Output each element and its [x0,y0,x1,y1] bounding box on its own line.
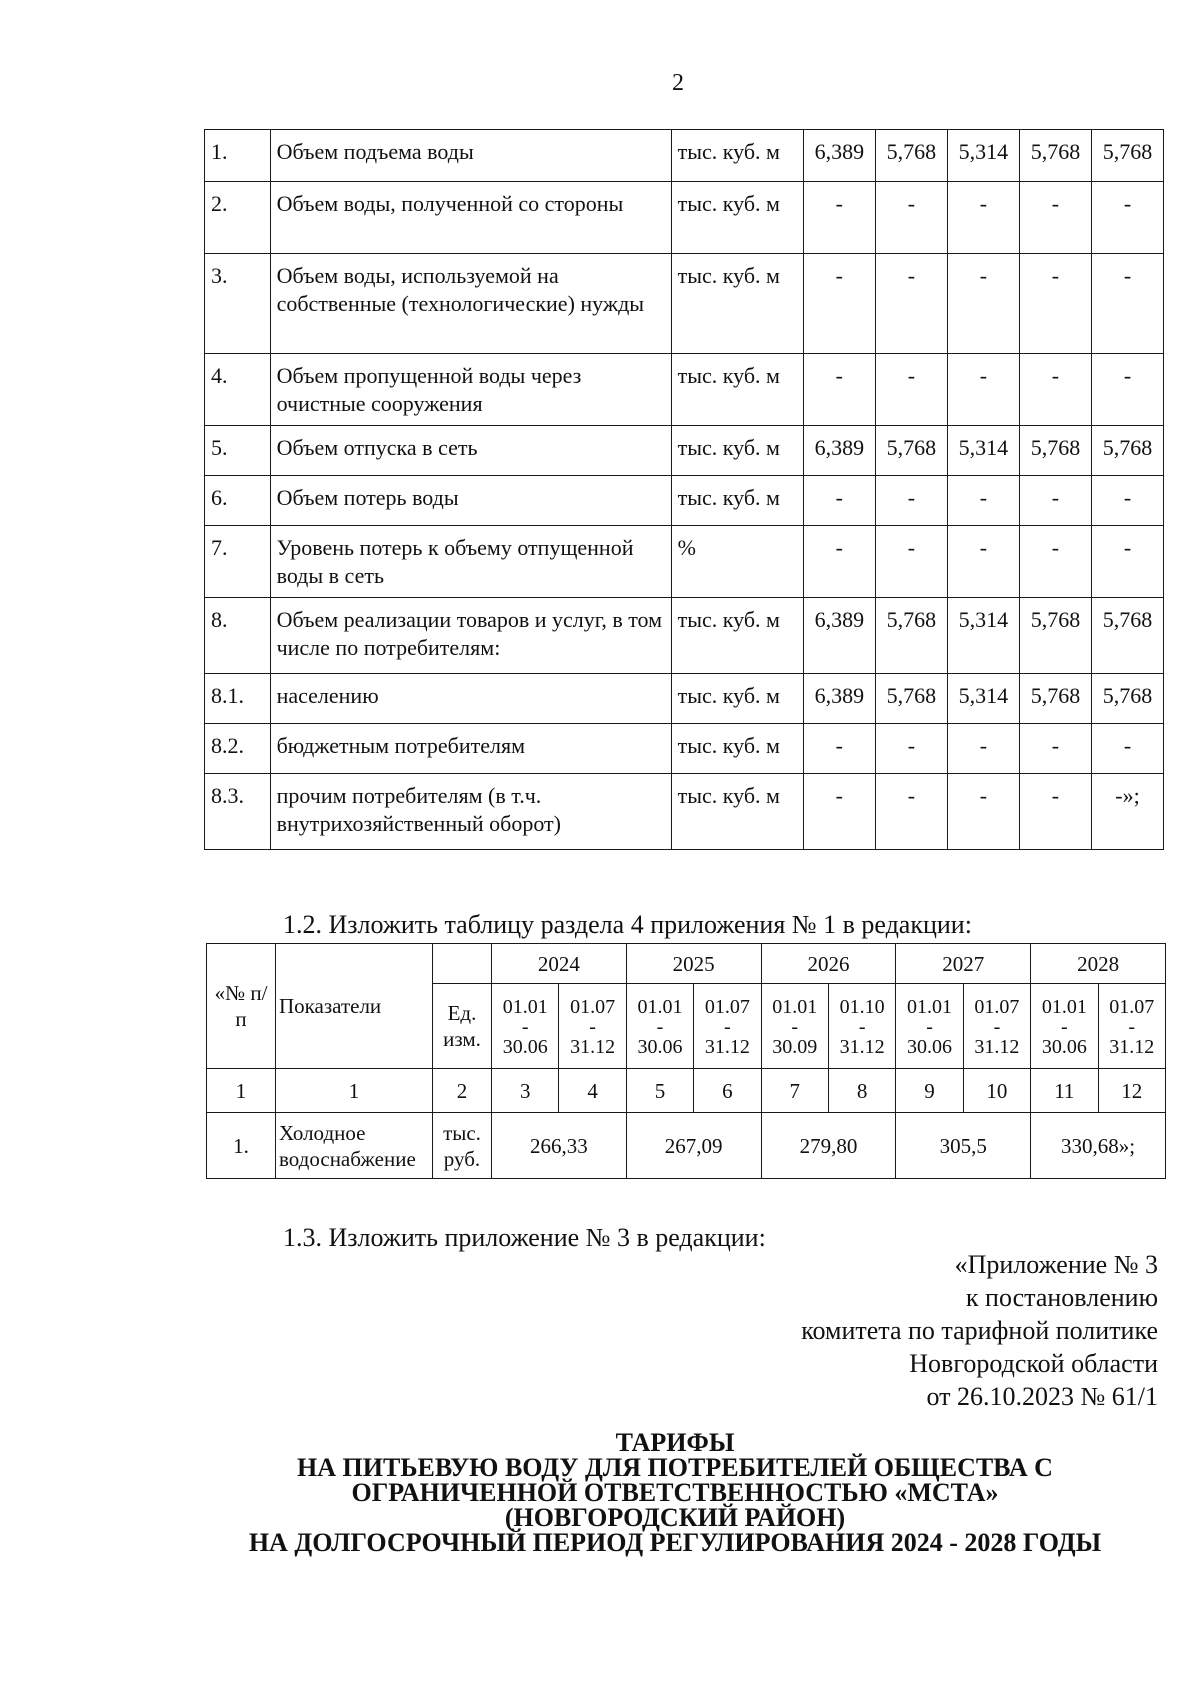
row-value: - [875,476,947,526]
row-value: - [803,724,875,774]
title-line: (НОВГОРОДСКИЙ РАЙОН) [504,1503,846,1532]
row-number: 3. [205,254,271,354]
row-value: 5,768 [1091,130,1163,182]
row-value: - [1019,774,1091,850]
column-index: 4 [559,1069,626,1113]
row-value: - [875,182,947,254]
row-number: 5. [205,426,271,476]
year-2027: 2027 [896,944,1031,984]
column-index: 1 [207,1069,276,1113]
header-num: «№ п/п [207,944,276,1069]
row-value: - [1019,724,1091,774]
row-value: - [1091,354,1163,426]
period-from: 01.07 [570,996,616,1018]
column-index: 6 [694,1069,761,1113]
column-index: 9 [896,1069,963,1113]
period-header [1098,984,1165,1069]
row-indicator: населению [270,674,671,724]
period-header [626,984,693,1069]
row-value: - [875,354,947,426]
table-row [205,526,1164,598]
year-2026: 2026 [761,944,896,984]
row-unit: тыс. куб. м [671,130,803,182]
period-to: 30.06 [637,1036,683,1058]
tariff-value-2024: 266,33 [492,1113,627,1179]
approval-line: «Приложение № 3 [954,1250,1158,1279]
period-to: 31.12 [974,1036,1020,1058]
row-value: - [803,254,875,354]
row-unit: тыс. куб. м [671,774,803,850]
row-indicator: Объем пропущенной воды через очистные сооружения [270,354,671,426]
approval-line: Новгородской области [909,1349,1158,1378]
row-value: 5,768 [1091,598,1163,674]
period-header [761,984,828,1069]
period-header [694,984,761,1069]
row-value: - [1091,526,1163,598]
row-value: - [875,774,947,850]
column-index: 5 [626,1069,693,1113]
period-dash: - [926,1016,933,1038]
period-header [896,984,963,1069]
period-header [492,984,559,1069]
volume-table [204,129,1164,850]
row-value: - [803,526,875,598]
row-unit: тыс. руб. [433,1113,492,1179]
period-header [1031,984,1098,1069]
row-value: - [1091,476,1163,526]
row-value: 5,768 [1019,674,1091,724]
header-spacer [433,944,492,984]
row-indicator: Объем воды, используемой на собственные (технологические) нужды [270,254,671,354]
period-to: 30.06 [1041,1036,1087,1058]
row-value: 5,314 [947,130,1019,182]
row-number: 1. [205,130,271,182]
period-to: 31.12 [839,1036,885,1058]
header-unit: Ед. изм. [433,984,492,1069]
period-dash: - [724,1016,731,1038]
row-value: - [1019,526,1091,598]
row-indicator: Объем воды, полученной со стороны [270,182,671,254]
row-value: - [875,724,947,774]
column-index: 10 [963,1069,1030,1113]
row-value: - [947,476,1019,526]
period-to: 30.06 [502,1036,548,1058]
column-index: 11 [1031,1069,1098,1113]
row-indicator: Объем реализации товаров и услуг, в том числе по потребителям: [270,598,671,674]
period-from: 01.01 [502,996,548,1018]
period-dash: - [858,1016,866,1038]
period-to: 31.12 [570,1036,616,1058]
row-unit: тыс. куб. м [671,674,803,724]
approval-line: к постановлению [965,1283,1158,1312]
row-value: 5,314 [947,598,1019,674]
period-from: 01.01 [1041,996,1087,1018]
row-value: - [875,526,947,598]
period-dash: - [656,1016,664,1038]
row-number: 4. [205,354,271,426]
page-number: 2 [672,70,684,96]
year-2028: 2028 [1031,944,1166,984]
row-value: - [1019,354,1091,426]
table-row [205,354,1164,426]
tariff-table [206,943,1166,1179]
row-value: 5,768 [1091,426,1163,476]
paragraph-1-3: 1.3. Изложить приложение № 3 в редакции: [283,1223,766,1252]
tariff-value-2025: 267,09 [626,1113,761,1179]
row-value: 5,768 [1019,426,1091,476]
period-dash: - [791,1016,799,1038]
table-row [205,182,1164,254]
paragraph-1-2: 1.2. Изложить таблицу раздела 4 приложения № 1 в редакции: [283,910,972,939]
row-unit: % [671,526,803,598]
approval-line: комитета по тарифной политике [801,1316,1158,1345]
table-row [205,254,1164,354]
row-value: - [947,774,1019,850]
column-index: 1 [276,1069,433,1113]
row-indicator: Объем подъема воды [270,130,671,182]
period-from: 01.01 [637,996,683,1018]
title-line: ТАРИФЫ [615,1428,735,1457]
period-dash: - [993,1016,1001,1038]
row-value: 5,768 [875,674,947,724]
row-value: - [1019,254,1091,354]
row-value: - [803,182,875,254]
period-from: 01.07 [1109,996,1155,1018]
row-value: - [947,254,1019,354]
row-indicator: Объем отпуска в сеть [270,426,671,476]
row-number: 8.3. [205,774,271,850]
row-value: - [803,354,875,426]
row-value: - [947,354,1019,426]
row-unit: тыс. куб. м [671,182,803,254]
row-number: 8.2. [205,724,271,774]
row-value: - [1019,476,1091,526]
row-unit: тыс. куб. м [671,254,803,354]
row-value: - [803,774,875,850]
row-value: 5,768 [875,130,947,182]
row-indicator: прочим потребителям (в т.ч. внутрихозяйственный оборот) [270,774,671,850]
row-value: - [947,724,1019,774]
year-2024: 2024 [492,944,627,984]
table-row [205,476,1164,526]
row-number: 7. [205,526,271,598]
title-line: НА ПИТЬЕВУЮ ВОДУ ДЛЯ ПОТРЕБИТЕЛЕЙ ОБЩЕСТВА С [297,1453,1053,1482]
column-index: 2 [433,1069,492,1113]
tariff-value-2027: 305,5 [896,1113,1031,1179]
row-unit: тыс. куб. м [671,598,803,674]
period-dash: - [1128,1016,1136,1038]
row-value: - [875,254,947,354]
period-from: 01.01 [907,996,953,1018]
row-value: 5,768 [1019,130,1091,182]
row-value: - [1091,182,1163,254]
period-from: 01.07 [704,996,750,1018]
column-index: 7 [761,1069,828,1113]
period-header [828,984,895,1069]
period-to: 31.12 [1109,1036,1155,1058]
period-dash: - [589,1016,596,1038]
year-2025: 2025 [626,944,761,984]
table-row [205,130,1164,182]
table-row [205,426,1164,476]
row-value: 5,768 [1091,674,1163,724]
row-indicator: бюджетным потребителям [270,724,671,774]
row-value: -»; [1091,774,1163,850]
table-row [205,724,1164,774]
row-value: 5,768 [875,426,947,476]
row-indicator: Объем потерь воды [270,476,671,526]
approval-block [801,1248,1158,1413]
row-number: 8.1. [205,674,271,724]
period-dash: - [521,1016,529,1038]
row-value: 6,389 [803,674,875,724]
period-header [963,984,1030,1069]
column-index: 12 [1098,1069,1165,1113]
table-row [205,598,1164,674]
row-name: Холодное водоснабжение [276,1113,433,1179]
period-dash: - [1060,1016,1068,1038]
period-to: 30.06 [907,1036,953,1058]
period-to: 30.09 [772,1036,818,1058]
row-number: 6. [205,476,271,526]
row-value: - [947,182,1019,254]
row-indicator: Уровень потерь к объему отпущенной воды в сеть [270,526,671,598]
row-unit: тыс. куб. м [671,426,803,476]
period-to: 31.12 [704,1036,750,1058]
document-title [200,1430,1150,1555]
row-value: 5,768 [1019,598,1091,674]
row-value: 6,389 [803,598,875,674]
row-value: 5,314 [947,674,1019,724]
period-from: 01.07 [974,996,1020,1018]
row-unit: тыс. куб. м [671,724,803,774]
row-number: 8. [205,598,271,674]
column-index: 8 [828,1069,895,1113]
row-unit: тыс. куб. м [671,354,803,426]
header-indicator: Показатели [276,944,433,1069]
row-unit: тыс. куб. м [671,476,803,526]
row-value: - [1019,182,1091,254]
period-from: 01.10 [839,996,885,1018]
row-value: 6,389 [803,426,875,476]
row-value: 5,314 [947,426,1019,476]
table-row [205,674,1164,724]
row-value: 5,768 [875,598,947,674]
row-value: - [1091,254,1163,354]
column-index: 3 [492,1069,559,1113]
row-value: - [1091,724,1163,774]
tariff-value-2028: 330,68»; [1031,1113,1166,1179]
period-from: 01.01 [772,996,818,1018]
row-value: - [947,526,1019,598]
title-line: НА ДОЛГОСРОЧНЫЙ ПЕРИОД РЕГУЛИРОВАНИЯ 2024 - 2028 ГОДЫ [248,1528,1102,1557]
title-line: ОГРАНИЧЕННОЙ ОТВЕТСТВЕННОСТЬЮ «МСТА» [351,1478,999,1507]
row-value: - [803,476,875,526]
approval-line: от 26.10.2023 № 61/1 [926,1382,1158,1411]
row-number: 2. [205,182,271,254]
row-value: 6,389 [803,130,875,182]
period-header [559,984,626,1069]
table-row [205,774,1164,850]
tariff-value-2026: 279,80 [761,1113,896,1179]
row-num: 1. [207,1113,276,1179]
